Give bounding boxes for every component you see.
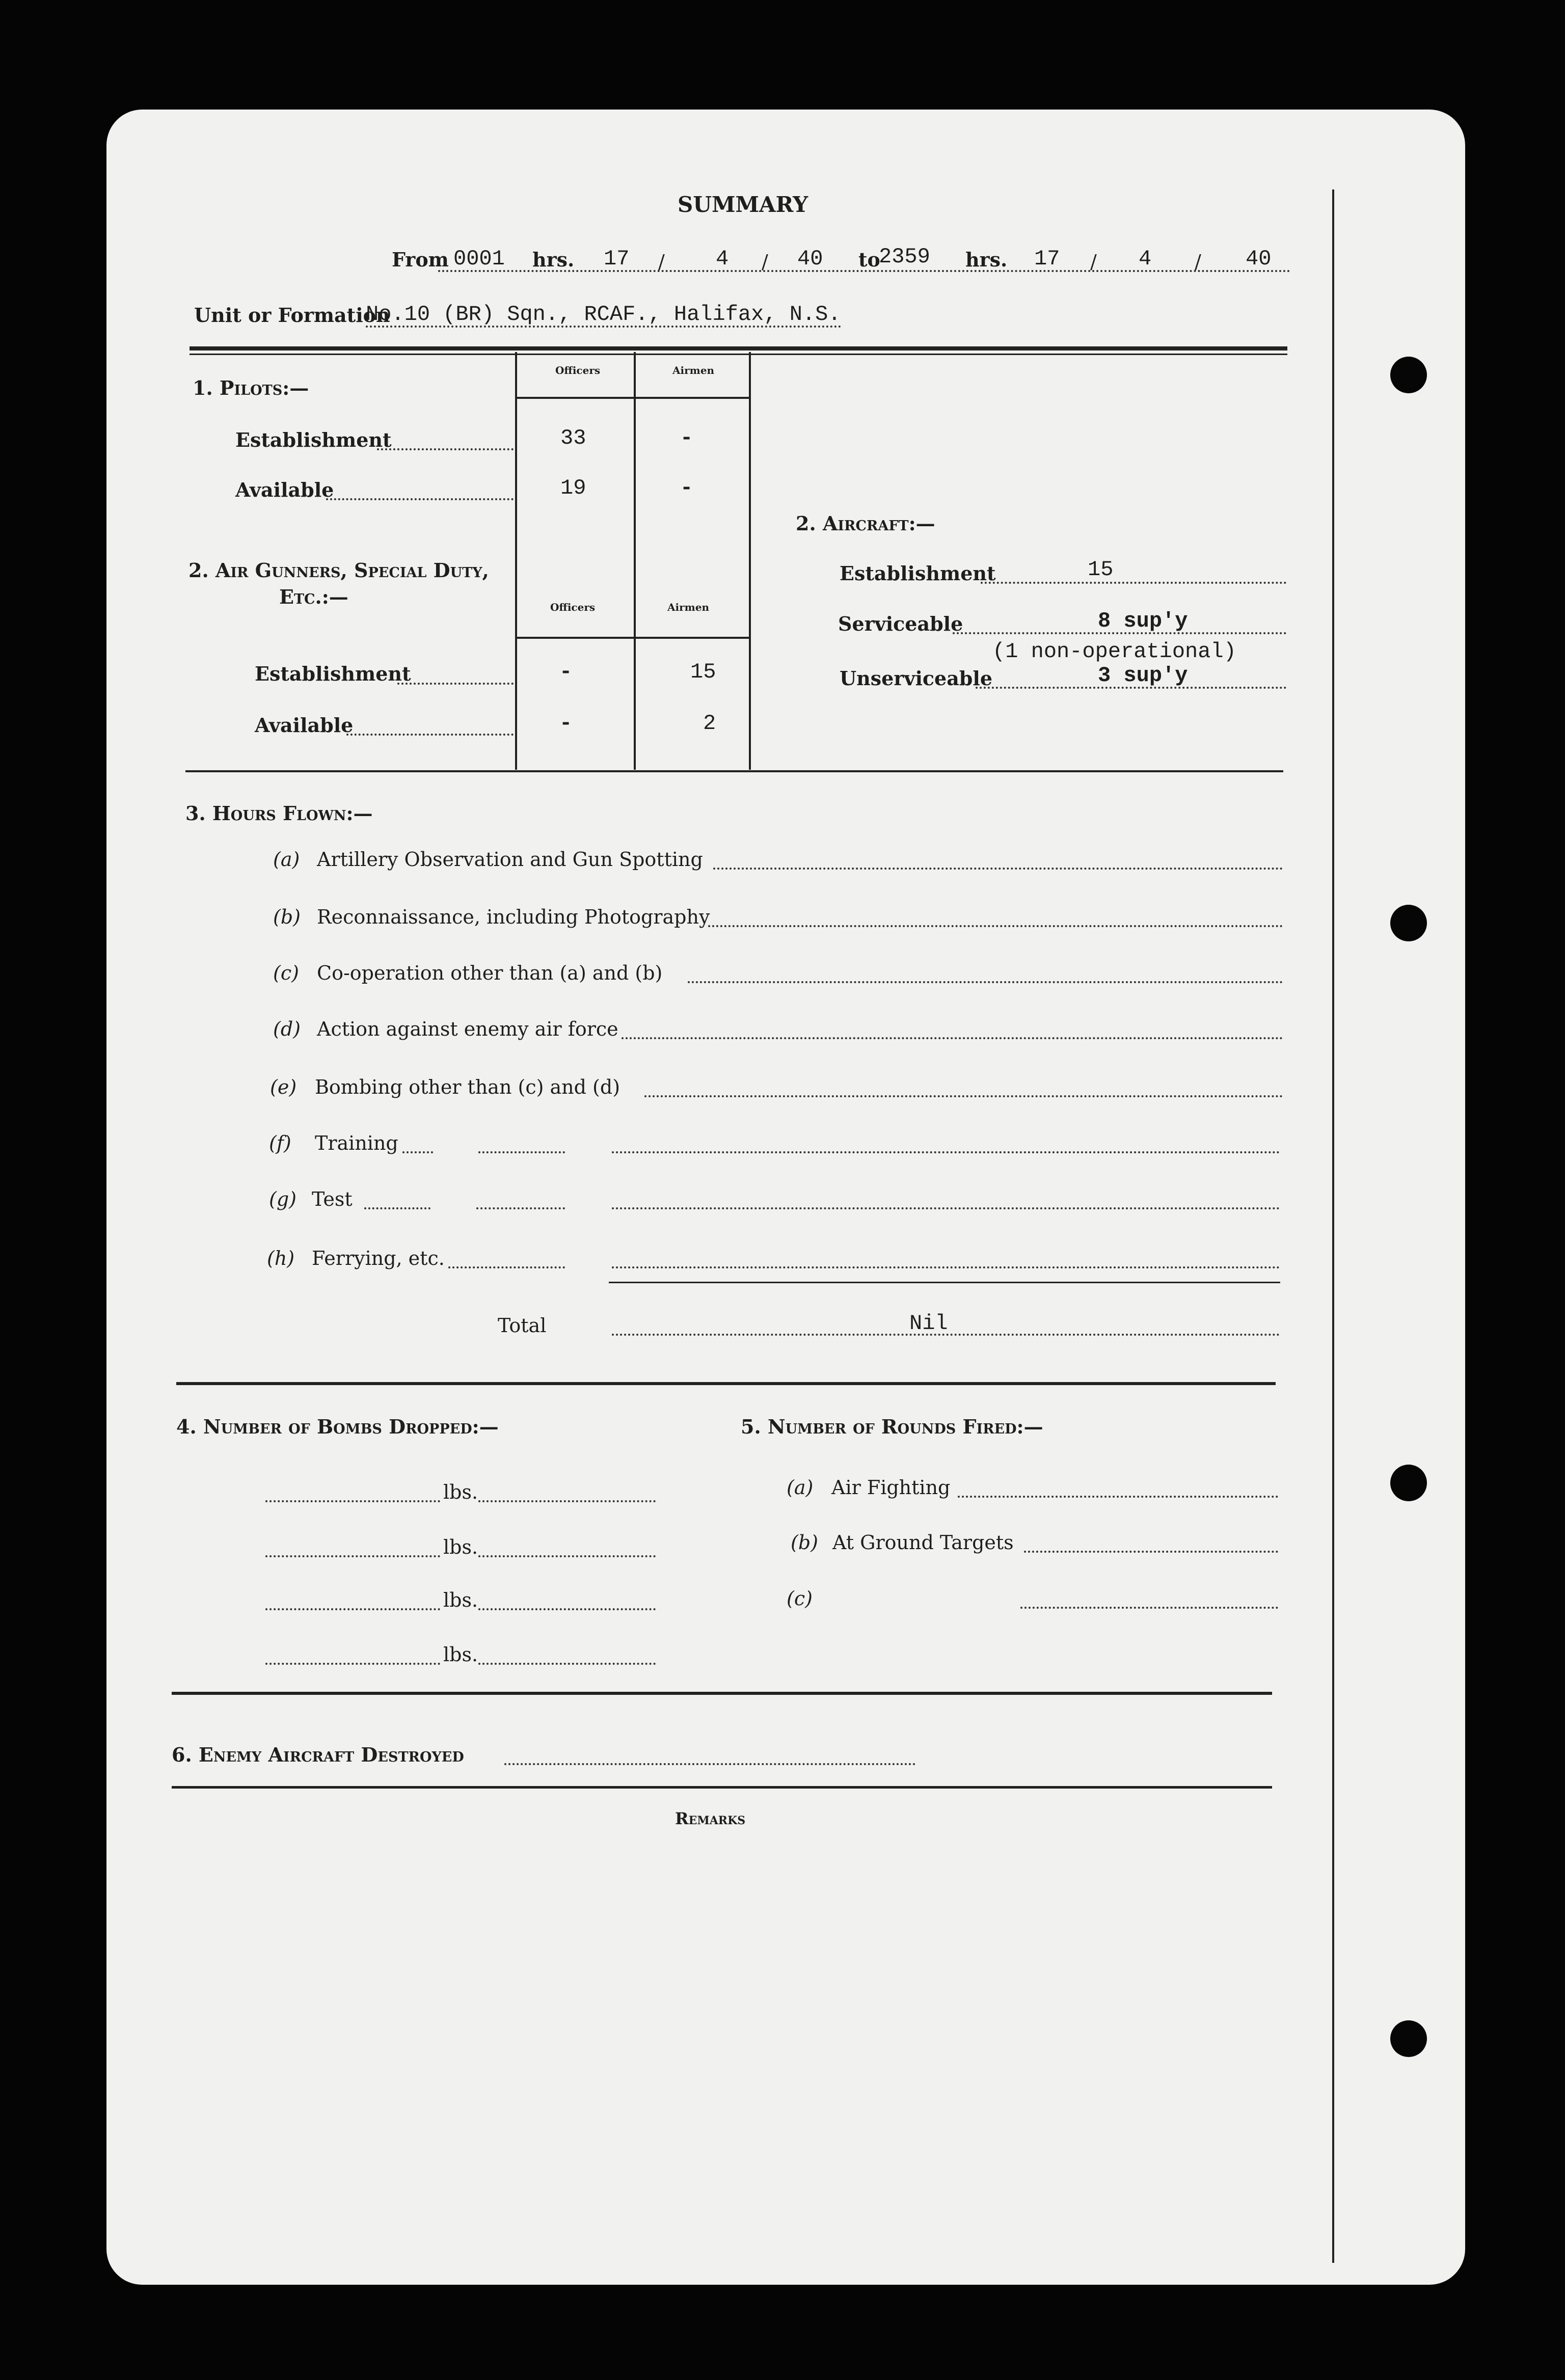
to-time: 2359 [879, 245, 930, 269]
gunners-heading-etc: Etc.:— [279, 585, 348, 608]
leader [478, 1500, 656, 1502]
gunners-available-officers: - [559, 711, 573, 736]
hours-key: (e) [270, 1076, 297, 1098]
hours-key: (c) [273, 962, 299, 984]
aircraft-establishment-label: Establishment [840, 562, 996, 585]
lbs-label: lbs. [443, 1589, 478, 1611]
table-line [515, 397, 751, 399]
slash: / [1090, 251, 1097, 273]
leader [622, 1037, 1283, 1039]
leader [364, 1207, 430, 1209]
pilots-heading: 1. Pilots:— [193, 376, 309, 399]
double-rule [190, 346, 1287, 350]
to-year: 40 [1246, 247, 1272, 271]
total-label: Total [498, 1314, 547, 1337]
leader [688, 981, 1283, 983]
hrs-label: hrs. [965, 248, 1008, 271]
aircraft-unserviceable-label: Unserviceable [840, 667, 992, 690]
from-time: 0001 [453, 247, 505, 271]
pilots-available-airmen: - [680, 476, 693, 500]
leader [402, 1151, 433, 1153]
hours-item-label: Test [312, 1188, 353, 1210]
rounds-heading: 5. Number of Rounds Fired:— [741, 1415, 1043, 1438]
leader [1020, 1607, 1278, 1609]
punch-hole [1390, 905, 1427, 941]
rounds-key: (c) [787, 1587, 813, 1610]
leader [612, 1266, 1280, 1268]
section-rule [172, 1786, 1272, 1789]
col-officers: Officers [555, 364, 601, 376]
leader [708, 925, 1283, 927]
col-airmen: Airmen [667, 601, 710, 613]
from-month: 4 [716, 247, 729, 271]
section-rule [176, 1382, 1276, 1385]
leader [476, 1207, 565, 1209]
leader [504, 1763, 915, 1765]
leader [981, 582, 1286, 584]
gunners-available-label: Available [255, 714, 354, 737]
hours-key: (d) [273, 1018, 301, 1040]
slash: / [762, 251, 768, 273]
leader [397, 683, 514, 685]
hours-item-label: Artillery Observation and Gun Spotting [317, 848, 703, 871]
page-title: SUMMARY [678, 192, 808, 217]
leader [326, 498, 514, 500]
gunners-available-airmen: 2 [703, 711, 716, 736]
lbs-label: lbs. [443, 1643, 478, 1666]
section-rule [172, 1692, 1272, 1695]
rounds-key: (a) [787, 1476, 814, 1499]
unit-value: No.10 (BR) Sqn., RCAF., Halifax, N.S. [366, 302, 841, 327]
hours-item-label: Bombing other than (c) and (d) [315, 1076, 620, 1098]
total-rule [609, 1282, 1280, 1283]
col-officers: Officers [550, 601, 596, 613]
unit-label: Unit or Formation [194, 304, 390, 327]
rounds-key: (b) [791, 1531, 818, 1554]
pilots-establishment-label: Establishment [235, 428, 392, 451]
remarks-heading: Remarks [675, 1809, 746, 1828]
hrs-label: hrs. [532, 248, 575, 271]
gunners-establishment-officers: - [559, 660, 573, 684]
section-rule [185, 770, 1283, 772]
leader [265, 1555, 440, 1557]
leader [265, 1500, 440, 1502]
leader [478, 1151, 565, 1153]
hours-heading: 3. Hours Flown:— [185, 802, 373, 825]
aircraft-serviceable: 8 sup'y [1098, 609, 1188, 633]
aircraft-serviceable-note: (1 non-operational) [992, 639, 1236, 664]
from-year: 40 [797, 247, 823, 271]
col-airmen: Airmen [672, 364, 715, 376]
slash: / [658, 251, 665, 273]
punch-hole [1390, 357, 1427, 393]
pilots-available-label: Available [235, 478, 334, 501]
to-label: to [858, 248, 880, 271]
aircraft-unserviceable: 3 sup'y [1098, 663, 1188, 688]
rounds-item-label: At Ground Targets [832, 1531, 1014, 1554]
leader [644, 1095, 1283, 1097]
hours-key: (b) [273, 906, 301, 928]
rounds-item-label: Air Fighting [831, 1476, 951, 1499]
pilots-available-officers: 19 [560, 476, 586, 500]
hours-item-label: Action against enemy air force [317, 1018, 618, 1040]
leader [265, 1608, 440, 1610]
table-line [515, 637, 751, 639]
leader [1024, 1551, 1278, 1553]
double-rule [190, 354, 1287, 355]
margin-line [1332, 190, 1334, 2263]
hours-key: (g) [269, 1188, 296, 1210]
from-day: 17 [604, 247, 630, 271]
table-line [634, 352, 636, 770]
leader [612, 1207, 1280, 1209]
leader [612, 1151, 1280, 1153]
leader [377, 448, 514, 450]
hours-item-label: Co-operation other than (a) and (b) [317, 962, 663, 984]
table-line [515, 352, 517, 770]
slash: / [1195, 251, 1201, 273]
leader [713, 868, 1283, 870]
aircraft-establishment: 15 [1088, 557, 1114, 582]
gunners-establishment-airmen: 15 [690, 660, 716, 684]
hours-item-label: Reconnaissance, including Photography [317, 906, 710, 928]
leader [346, 734, 514, 736]
bombs-heading: 4. Number of Bombs Dropped:— [176, 1415, 499, 1438]
gunners-establishment-label: Establishment [255, 662, 411, 685]
aircraft-serviceable-label: Serviceable [838, 612, 963, 635]
total-value: Nil [909, 1311, 948, 1336]
punch-hole [1390, 1465, 1427, 1501]
hours-key: (a) [273, 848, 300, 871]
punch-hole [1390, 2020, 1427, 2057]
gunners-heading: 2. Air Gunners, Special Duty, [188, 559, 489, 582]
lbs-label: lbs. [443, 1536, 478, 1558]
hours-item-label: Ferrying, etc. [312, 1247, 445, 1269]
leader [478, 1555, 656, 1557]
enemy-heading: 6. Enemy Aircraft Destroyed [172, 1743, 464, 1766]
leader [958, 1496, 1278, 1498]
pilots-establishment-officers: 33 [560, 426, 586, 450]
hours-key: (h) [267, 1247, 295, 1269]
lbs-label: lbs. [443, 1481, 478, 1503]
leader [448, 1266, 565, 1268]
hours-key: (f) [269, 1132, 291, 1154]
leader [478, 1663, 656, 1665]
to-month: 4 [1139, 247, 1152, 271]
from-label: From [392, 248, 449, 271]
to-day: 17 [1034, 247, 1060, 271]
leader [478, 1608, 656, 1610]
table-line [749, 352, 751, 770]
leader [265, 1663, 440, 1665]
aircraft-heading: 2. Aircraft:— [796, 512, 935, 535]
hours-item-label: Training [315, 1132, 398, 1154]
pilots-establishment-airmen: - [680, 426, 693, 450]
